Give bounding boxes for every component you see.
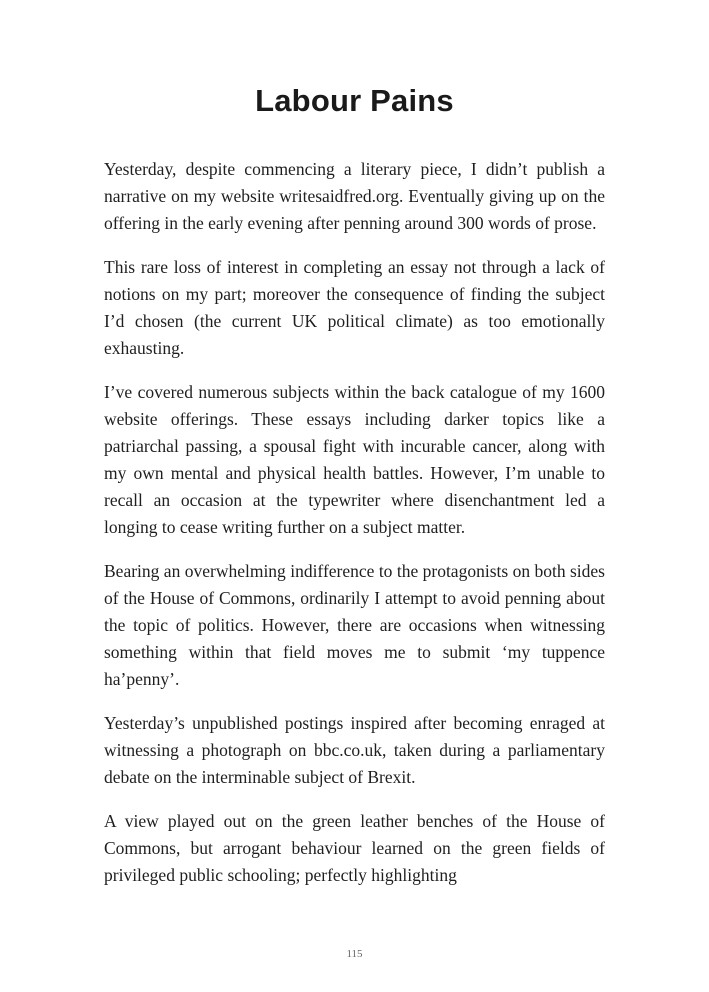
paragraph: A view played out on the green leather benches of the House of Commons, but arrogant behaviour learned on the green fields of privileged public schooling; perfectly highlighting — [104, 811, 605, 886]
page-title: Labour Pains — [255, 83, 454, 118]
document-body — [104, 156, 605, 889]
paragraph: Yesterday, despite commencing a literary piece, I didn’t publish a narrative on my website writesaidfred.org. Eventually giving up on the offering in the early evening after penning around 300 words of prose. — [104, 159, 605, 234]
paragraph: Bearing an overwhelming indifference to the protagonists on both sides of the House of Commons, ordinarily I attempt to avoid penning about the topic of politics. However, there are occasions when witnessing something within that field moves me to submit ‘my tuppence ha’penny’. — [104, 561, 605, 690]
paragraph: This rare loss of interest in completing an essay not through a lack of notions on my part; moreover the consequence of finding the subject I’d chosen (the current UK political climate) as too emotionally exhausting. — [104, 257, 605, 359]
page-number: 115 — [346, 948, 363, 960]
paragraph: I’ve covered numerous subjects within the back catalogue of my 1600 website offerings. These essays including darker topics like a patriarchal passing, a spousal fight with incurable cancer, along with my own mental and physical health battles. However, I’m unable to recall an occasion at the typewriter where disenchantment led a longing to cease writing further on a subject matter. — [104, 382, 605, 538]
paragraph: Yesterday’s unpublished postings inspired after becoming enraged at witnessing a photograph on bbc.co.uk, taken during a parliamentary debate on the interminable subject of Brexit. — [104, 713, 605, 788]
